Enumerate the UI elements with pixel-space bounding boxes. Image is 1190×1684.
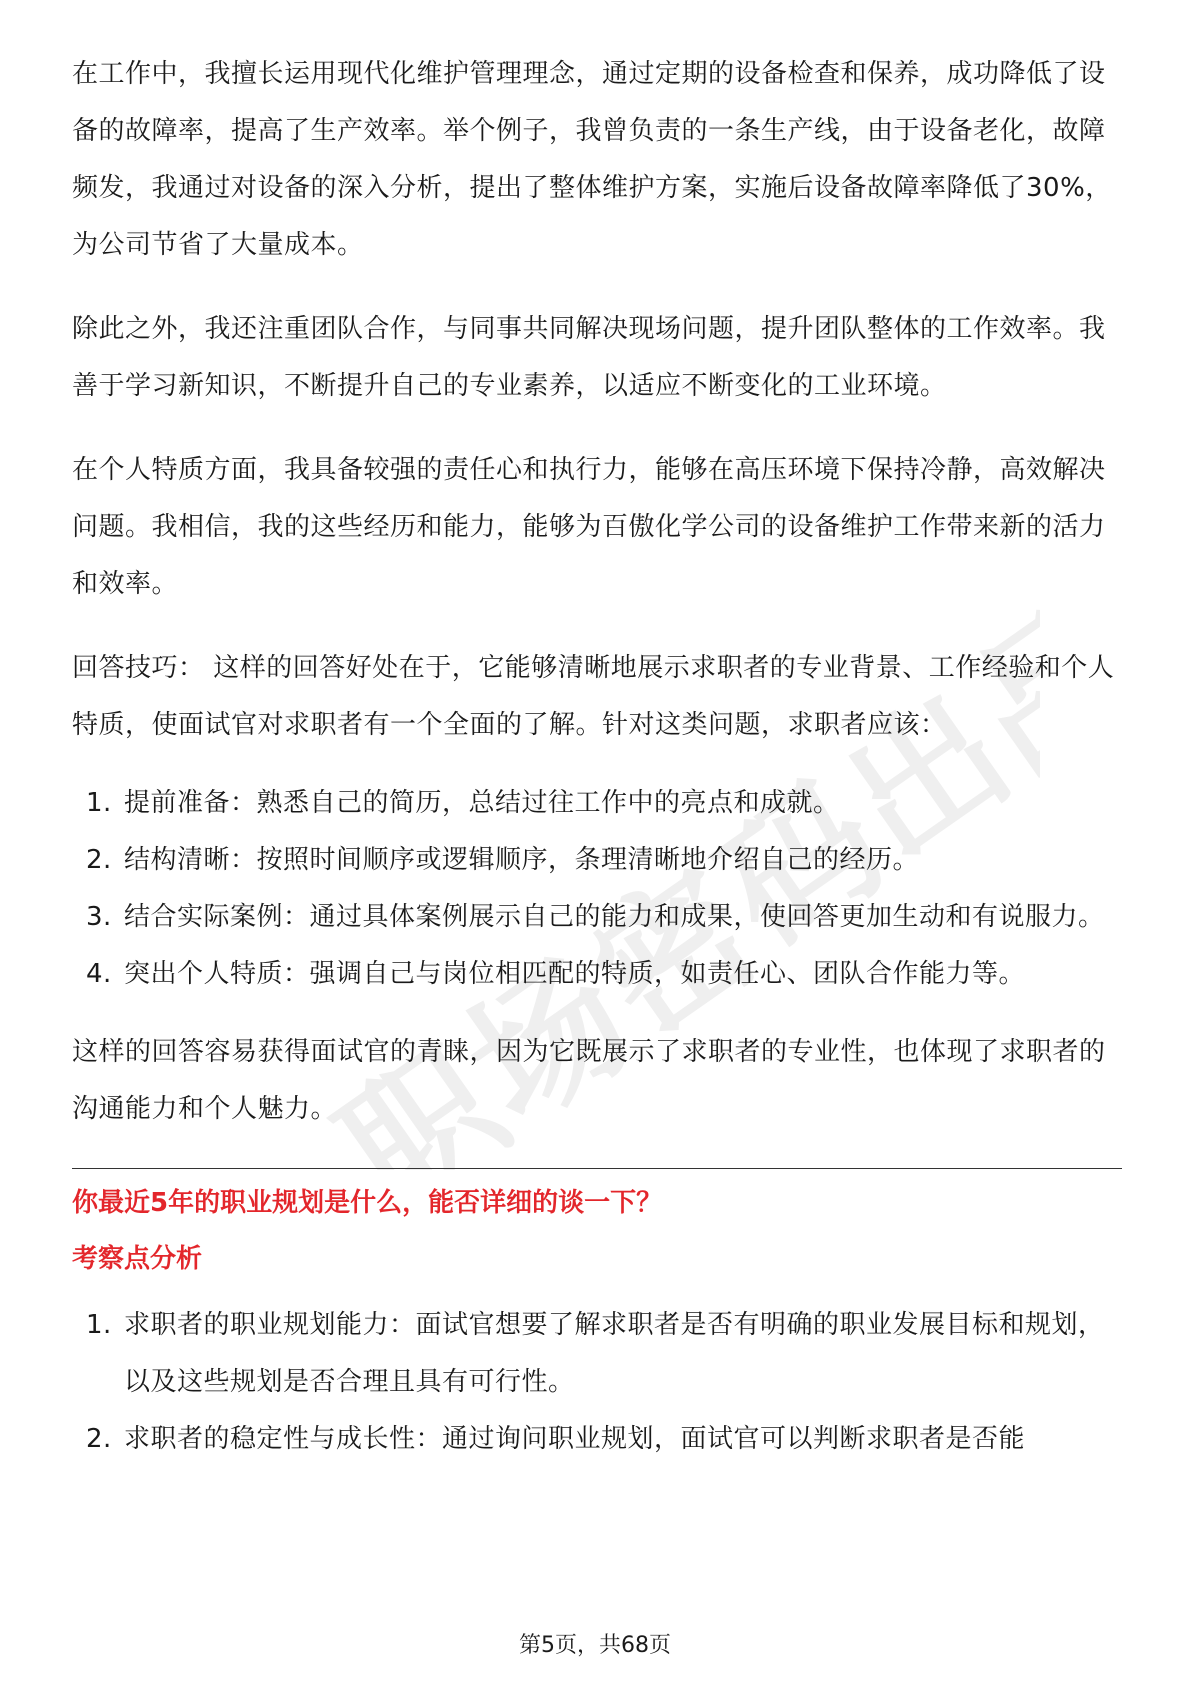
list-item [72, 946, 1122, 1003]
list-text: 求职者的稳定性与成长性：通过询问职业规划，面试官可以判断求职者是否能 [124, 1424, 1026, 1454]
list-number: 4. [86, 959, 112, 989]
analysis-subtitle: 考察点分析 [72, 1244, 203, 1274]
content [72, 46, 1122, 1489]
paragraph-answer-tips: 回答技巧： 这样的回答好处在于，它能够清晰地展示求职者的专业背景、工作经验和个人特质，使面试官对求职者有一个全面的了解。针对这类问题，求职者应该： [72, 653, 1115, 740]
list-text: 提前准备：熟悉自己的简历，总结过往工作中的亮点和成就。 [124, 788, 840, 818]
list-text: 求职者的职业规划能力：面试官想要了解求职者是否有明确的职业发展目标和规划，以及这些规划是否合理且具有可行性。 [124, 1310, 1105, 1397]
list-number: 2. [86, 845, 112, 875]
list-number: 1. [86, 1310, 112, 1340]
paragraph-personal-traits: 在个人特质方面，我具备较强的责任心和执行力，能够在高压环境下保持冷静，高效解决问题。我相信，我的这些经历和能力，能够为百傲化学公司的设备维护工作带来新的活力和效率。 [72, 455, 1106, 599]
analysis-points-list [72, 1297, 1122, 1468]
list-item [72, 832, 1122, 889]
section-divider [72, 1168, 1122, 1169]
tips-list [72, 775, 1122, 1003]
list-text: 突出个人特质：强调自己与岗位相匹配的特质，如责任心、团队合作能力等。 [124, 959, 1026, 989]
list-number: 2. [86, 1424, 112, 1454]
paragraph-closing: 这样的回答容易获得面试官的青睐，因为它既展示了求职者的专业性，也体现了求职者的沟通能力和个人魅力。 [72, 1037, 1106, 1124]
list-number: 1. [86, 788, 112, 818]
list-item [72, 889, 1122, 946]
watermark-text: 职场密码出品 [311, 572, 1040, 1170]
question-title: 你最近5年的职业规划是什么，能否详细的谈一下？ [72, 1188, 663, 1218]
paragraph-work-experience: 在工作中，我擅长运用现代化维护管理理念，通过定期的设备检查和保养，成功降低了设备的故障率，提高了生产效率。举个例子，我曾负责的一条生产线，由于设备老化，故障频发，我通过对设备的深入分析，提出了整体维护方案，实施后设备故障率降低了30%，为公司节省了大量成本。 [72, 59, 1112, 260]
page-footer: 第5页，共68页 [519, 1633, 671, 1658]
list-item [72, 1297, 1122, 1411]
list-text: 结构清晰：按照时间顺序或逻辑顺序，条理清晰地介绍自己的经历。 [124, 845, 920, 875]
list-item [72, 1411, 1122, 1468]
paragraph-teamwork: 除此之外，我还注重团队合作，与同事共同解决现场问题，提升团队整体的工作效率。我善于学习新知识，不断提升自己的专业素养，以适应不断变化的工业环境。 [72, 314, 1106, 401]
list-item [72, 775, 1122, 832]
list-text: 结合实际案例：通过具体案例展示自己的能力和成果，使回答更加生动和有说服力。 [124, 902, 1105, 932]
list-number: 3. [86, 902, 112, 932]
